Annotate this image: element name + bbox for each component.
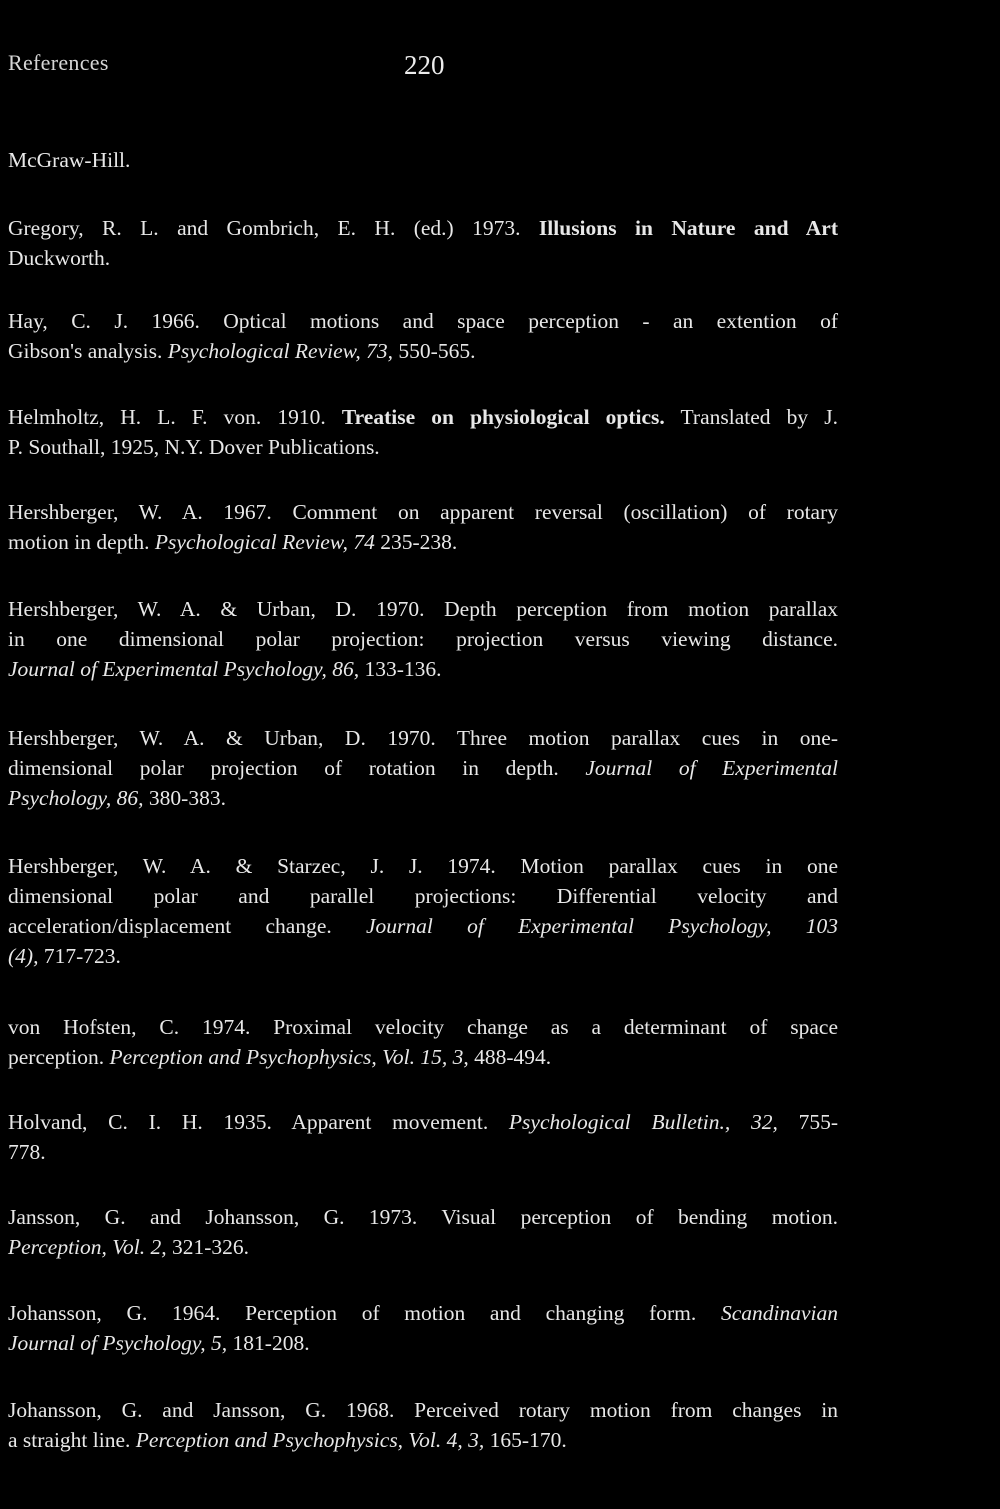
bold-text: Treatise on physiological optics.: [341, 405, 665, 429]
reference-text: 550-565.: [393, 339, 476, 363]
reference-entry: [8, 594, 838, 684]
reference-text: a straight line.: [8, 1428, 136, 1452]
reference-entry: [8, 723, 838, 813]
reference-entry: [8, 306, 838, 366]
reference-entry: [8, 1298, 838, 1358]
reference-text: 133-136.: [359, 657, 442, 681]
reference-entry: [8, 1395, 838, 1455]
italic-text: Journal of Experimental Psychology, 103: [366, 914, 838, 938]
reference-text: Hay, C. J. 1966. Optical motions and space perception - an extention of: [8, 309, 838, 333]
reference-entry: [8, 213, 838, 273]
reference-line: [8, 306, 838, 336]
reference-text: von Hofsten, C. 1974. Proximal velocity change as a determinant of space: [8, 1015, 838, 1039]
reference-entry: [8, 1107, 838, 1167]
reference-text: Hershberger, W. A. & Urban, D. 1970. Depth perception from motion parallax: [8, 597, 838, 621]
reference-line: [8, 594, 838, 624]
running-head: References: [8, 50, 109, 75]
reference-line: [8, 1137, 838, 1167]
reference-line: [8, 1042, 838, 1072]
reference-text: in one dimensional polar projection: projection versus viewing distance.: [8, 627, 838, 651]
reference-text: dimensional polar and parallel projections: Differential velocity and: [8, 884, 838, 908]
reference-line: [8, 851, 838, 881]
reference-line: [8, 1107, 838, 1137]
reference-line: [8, 783, 838, 813]
reference-text: 321-326.: [166, 1235, 250, 1259]
reference-text: Gregory, R. L. and Gombrich, E. H. (ed.) 1973.: [8, 216, 539, 240]
page-number: 220: [404, 50, 445, 80]
reference-line: [8, 1395, 838, 1425]
reference-text: 488-494.: [468, 1045, 552, 1069]
reference-line: [8, 497, 838, 527]
italic-text: Psychological Review, 74: [154, 530, 375, 554]
reference-line: [8, 911, 838, 941]
reference-text: Johansson, G. and Jansson, G. 1968. Perceived rotary motion from changes in: [8, 1398, 838, 1422]
italic-text: Scandinavian: [720, 1301, 838, 1325]
reference-text: motion in depth.: [8, 530, 155, 554]
reference-line: [8, 624, 838, 654]
reference-text: Johansson, G. 1964. Perception of motion and changing form.: [8, 1301, 721, 1325]
reference-line: [8, 402, 838, 432]
reference-line: [8, 213, 838, 243]
reference-text: dimensional polar projection of rotation in depth.: [8, 756, 586, 780]
reference-text: 165-170.: [484, 1428, 567, 1452]
italic-text: Perception, Vol. 2,: [8, 1235, 167, 1259]
reference-text: Gibson's analysis.: [8, 339, 168, 363]
reference-entry: [8, 1202, 838, 1262]
reference-text: 755-: [777, 1110, 838, 1134]
reference-text: Duckworth.: [8, 246, 111, 270]
reference-line: [8, 145, 838, 175]
reference-text: Jansson, G. and Johansson, G. 1973. Visual perception of bending motion.: [8, 1205, 838, 1229]
reference-text: acceleration/displacement change.: [8, 914, 366, 938]
reference-line: [8, 243, 838, 273]
italic-text: Psychology, 86,: [8, 786, 144, 810]
reference-entry: [8, 1012, 838, 1072]
reference-text: P. Southall, 1925, N.Y. Dover Publications.: [8, 435, 380, 459]
reference-line: [8, 723, 838, 753]
reference-line: [8, 1298, 838, 1328]
reference-text: McGraw-Hill.: [8, 148, 131, 172]
reference-text: Holvand, C. I. H. 1935. Apparent movement.: [8, 1110, 509, 1134]
italic-text: Journal of Psychology, 5,: [8, 1331, 228, 1355]
reference-line: [8, 1012, 838, 1042]
reference-line: [8, 527, 838, 557]
reference-line: [8, 941, 838, 971]
italic-text: Perception and Psychophysics, Vol. 15, 3,: [109, 1045, 469, 1069]
reference-line: [8, 1425, 838, 1455]
reference-line: [8, 1202, 838, 1232]
reference-line: [8, 432, 838, 462]
reference-line: [8, 1328, 838, 1358]
italic-text: Journal of Experimental: [585, 756, 838, 780]
reference-text: 181-208.: [227, 1331, 310, 1355]
reference-text: Translated by J.: [664, 405, 838, 429]
italic-text: Journal of Experimental Psychology, 86,: [8, 657, 360, 681]
reference-entry: [8, 851, 838, 971]
reference-entry: [8, 402, 838, 462]
reference-line: [8, 881, 838, 911]
reference-entry: [8, 145, 838, 175]
reference-line: [8, 654, 838, 684]
reference-text: Hershberger, W. A. & Starzec, J. J. 1974. Motion parallax cues in one: [8, 854, 838, 878]
italic-text: Perception and Psychophysics, Vol. 4, 3,: [135, 1428, 485, 1452]
italic-text: Psychological Bulletin., 32,: [508, 1110, 778, 1134]
reference-text: Helmholtz, H. L. F. von. 1910.: [8, 405, 342, 429]
reference-line: [8, 753, 838, 783]
bold-text: Illusions in Nature and Art: [538, 216, 838, 240]
italic-text: (4),: [8, 944, 39, 968]
reference-text: 380-383.: [143, 786, 226, 810]
reference-line: [8, 336, 838, 366]
reference-text: perception.: [8, 1045, 110, 1069]
reference-line: [8, 1232, 838, 1262]
reference-text: 235-238.: [374, 530, 458, 554]
reference-text: Hershberger, W. A. & Urban, D. 1970. Three motion parallax cues in one-: [8, 726, 838, 750]
italic-text: Psychological Review, 73,: [167, 339, 394, 363]
reference-entry: [8, 497, 838, 557]
reference-text: 717-723.: [38, 944, 121, 968]
reference-text: 778.: [8, 1140, 46, 1164]
reference-text: Hershberger, W. A. 1967. Comment on apparent reversal (oscillation) of rotary: [8, 500, 838, 524]
